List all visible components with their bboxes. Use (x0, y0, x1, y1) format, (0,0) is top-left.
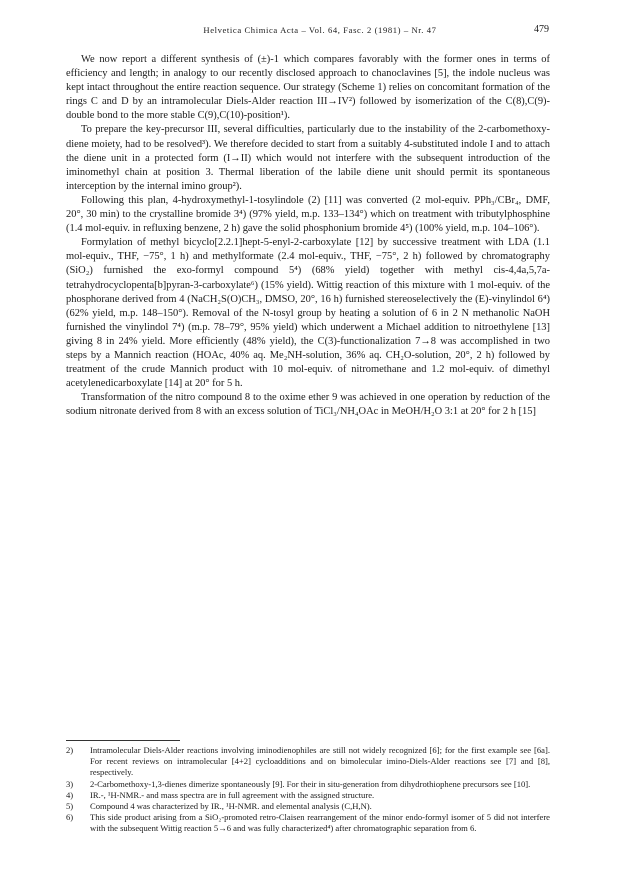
footnote-text: IR.-, ¹H-NMR.- and mass spectra are in full agreement with the assigned structure. (90, 789, 375, 800)
footnote-mark: 6) (66, 812, 74, 823)
footnote (66, 790, 550, 801)
paragraph-2: To prepare the key-precursor III, several difficulties, particularly due to the instability of the 2-carbomethoxy-diene moiety, had to be resolved³). We therefore decided to start from a suitably 4-substituted indole I and to attach the diene unit in a protected form (I→II) which would not interfere with the subsequent introduction of the iminomethyl chain at position 3. Thermal liberation of the labile diene unit should permit its spontaneous interception by the internal imino group²). (66, 124, 550, 192)
footnote-text: 2-Carbomethoxy-1,3-dienes dimerize spontaneously [9]. For their in situ-generation from dihydrothiophene precursors see [10]. (90, 778, 531, 789)
footnote (66, 812, 550, 834)
footnote-text: Compound 4 was characterized by IR., ¹H-NMR. and elemental analysis (C,H,N). (90, 801, 372, 812)
footnote (66, 779, 550, 790)
footnote-mark: 3) (66, 778, 74, 789)
footnote-divider (66, 740, 180, 741)
footnote-text: This side product arising from a SiO₂-promoted retro-Claisen rearrangement of the minor endo-formyl isomer of 5 did not interfere with the subsequent Wittig reaction 5→6 and was fully characterized⁴) after chromatographic separation from 6. (90, 812, 550, 834)
running-header: Helvetica Chimica Acta – Vol. 64, Fasc. 2 (1981) – Nr. 47 (203, 25, 437, 35)
footnote-mark: 4) (66, 789, 74, 800)
paragraph-5: Transformation of the nitro compound 8 to the oxime ether 9 was achieved in one operation by reduction of the sodium nitronate derived from 8 with an excess solution of TiCl₃/NH₄OAc in MeOH/H₂O 3:1 at 20° for 2 h [15] (66, 392, 550, 418)
paragraph-4: Formylation of methyl bicyclo[2.2.1]hept-5-enyl-2-carboxylate [12] by successive treatment with LDA (1.1 mol-equiv., THF, −75°, 1 h) and methylformate (2.4 mol-equiv., THF, −75°, 2 h) followed by chromatography (SiO₂) furnished the exo-formyl compound 5⁴) (68% yield) together with methyl cis-4,4a,5,7a-tetrahydrocyclopenta[b]pyran-3-carboxylate⁶) (15% yield). Wittig reaction of this mixture with 1 mol-equiv. of the phosphorane derived from 4 (NaCH₂S(O)CH₃, DMSO, 20°, 16 h) furnished stereoselectively the (E)-vinylindol 6⁴) (62% yield, m.p. 148–150°). Removal of the N-tosyl group by heating a solution of 6 in 2 N methanolic NaOH furnished the vinylindol 7⁴) (m.p. 78–79°, 95% yield) which underwent a Michael addition to nitroethylene [13] giving 8 in 24% yield. More efficiently (48% yield), the C(3)-functionalization 7→8 was accomplished in two steps by a Mannich reaction (HOAc, 40% aq. Me₂NH-solution, 36% aq. CH₂O-solution, 20°, 2 h) followed by treatment of the crude Mannich product with 10 mol-equiv. of nitromethane and 1.2 mol-equiv. of dimethyl acetylenedicarboxylate [14] at 20° for 5 h. (66, 237, 550, 390)
footnote (66, 801, 550, 812)
paragraph-3: Following this plan, 4-hydroxymethyl-1-tosylindole (2) [11] was converted (2 mol-equiv. PPh₃/CBr₄, DMF, 20°, 30 min) to the crystalline bromide 3⁴) (97% yield, m.p. 133–134°) which on treatment with tributylphosphine (1.4 mol-equiv. in refluxing benzene, 2 h) gave the solid phosphonium bromide 4⁵) (100% yield, m.p. 104–106°). (66, 194, 550, 235)
footnotes (66, 745, 550, 835)
footnote (66, 745, 550, 779)
page-number: 479 (534, 24, 549, 35)
paragraph-1: We now report a different synthesis of (±)-1 which compares favorably with the former ones in terms of efficiency and length; in analogy to our recently disclosed approach to chanoclavines [5], the indole nucleus was kept intact throughout the entire reaction sequence. Our strategy (Scheme 1) relies on concomitant formation of the rings C and D by an intramolecular Diels-Alder reaction III→IV²) followed by isomerization of the C(8),C(9)-double bond to the more stable C(9),C(10)-position¹). (66, 54, 550, 122)
footnote-text: Intramolecular Diels-Alder reactions involving iminodienophiles are still not widely recognized [6]; for the first example see [6a]. For recent reviews on intramolecular [4+2] cycloadditions and on bimolecular imino-Diels-Alder reactions see [7] and [8], respectively. (90, 745, 550, 778)
footnote-mark: 2) (66, 745, 74, 755)
footnote-mark: 5) (66, 801, 74, 812)
main-text (66, 53, 550, 419)
